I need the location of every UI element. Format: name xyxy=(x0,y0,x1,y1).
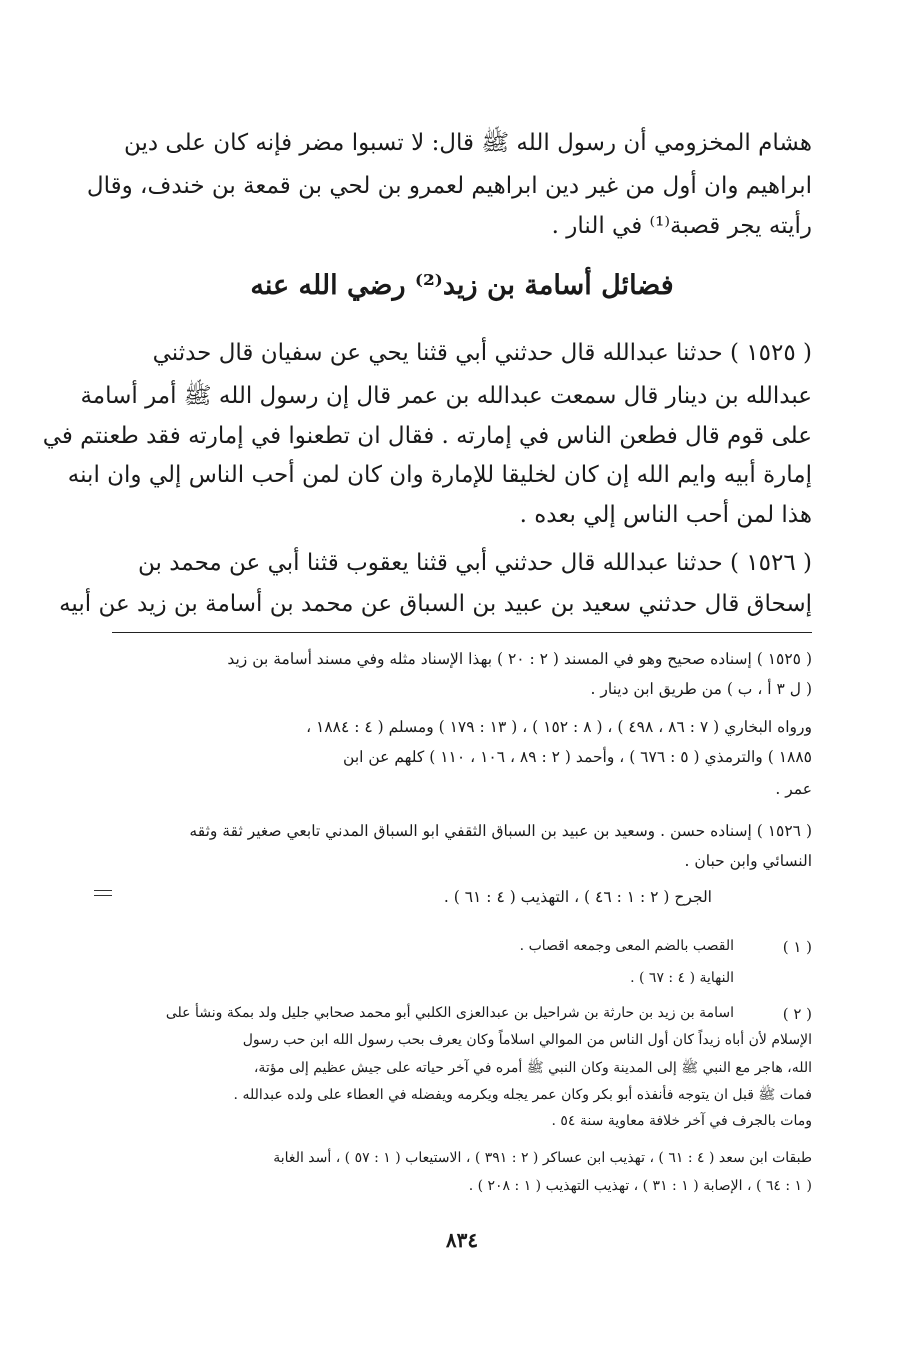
note-1526b-line: الجرح ( ٢ : ١ : ٤٦ ) ، التهذيب ( ٤ : ٦١ ) . xyxy=(443,888,712,906)
hadith-1526-line-2: إسحاق قال حدثني سعيد بن عبيد بن السباق عن محمد بن أسامة بن زيد عن أبيه xyxy=(59,591,812,617)
hadith-1525-line-4: إمارة أبيه وايم الله إن كان لخليقا للإمارة وان كان لمن أحب الناس إلي وان ابنه xyxy=(67,462,812,488)
note-1525b-line-1: ورواه البخاري ( ٧ : ٨٦ ، ٤٩٨ ) ، ( ٨ : ١٥٢ ) ، ( ١٣ : ١٧٩ ) ومسلم ( ٤ : ١٨٨٤ ، xyxy=(306,718,812,736)
hadith-1525-line-3: على قوم قال فطعن الناس في إمارته . فقال ان تطعنوا في إمارته فقد طعنتم في xyxy=(42,423,812,449)
hadith-1525-line-1: ( ١٥٢٥ ) حدثنا عبدالله قال حدثني أبي قثنا يحي عن سفيان قال حدثني xyxy=(152,340,812,366)
footnote-2-line-3: الله، هاجر مع النبي ﷺ إلى المدينة وكان النبي ﷺ أمره في آخر حياته على جيش عظيم إلى مؤتة، xyxy=(253,1060,812,1076)
note-1525-line-1: ( ١٥٢٥ ) إسناده صحيح وهو في المسند ( ٢ : ٢٠ ) بهذا الإسناد مثله وفي مسند أسامة بن زيد xyxy=(227,650,812,668)
page-number: ٨٣٤ xyxy=(445,1228,479,1252)
note-1525b-line-2: ١٨٨٥ ) والترمذي ( ٥ : ٦٧٦ ) ، وأحمد ( ٢ : ٨٩ ، ١٠٦ ، ١١٠ ) كلهم عن ابن xyxy=(343,748,812,766)
hadith-1526-line-1: ( ١٥٢٦ ) حدثنا عبدالله قال حدثني أبي قثنا يعقوب قثنا أبي عن محمد بن xyxy=(137,550,812,576)
note-1525-line-2: ( ل ٣ أ ، ب ) من طريق ابن دينار . xyxy=(590,680,812,698)
intro-line-1: هشام المخزومي أن رسول الله ﷺ قال: لا تسبوا مضر فإنه كان على دين xyxy=(123,130,812,156)
intro-line-3: رأيته يجر قصبة⁽¹⁾ في النار . xyxy=(551,213,812,239)
hadith-1525-line-2: عبدالله بن دينار قال سمعت عبدالله بن عمر قال إن رسول الله ﷺ أمر أسامة xyxy=(80,383,812,409)
footnote-1-line-1: القصب بالضم المعى وجمعه اقصاب . xyxy=(519,938,734,954)
footnote-2-line-4: فمات ﷺ قبل ان يتوجه فأنفذه أبو بكر وكان عمر يجله ويكرمه ويفضله في العطاء على ولده عبدالله . xyxy=(233,1087,812,1103)
footnote-2-line-5: ومات بالجرف في آخر خلافة معاوية سنة ٥٤ . xyxy=(551,1113,812,1129)
footnote-2-line-1: اسامة بن زيد بن حارثة بن شراحيل بن عبدالعزى الكلبي أبو محمد صحابي جليل ولد بمكة ونشأ على xyxy=(165,1005,734,1021)
note-1525b-line-3: عمر . xyxy=(775,780,812,798)
footnote-1-line-2: النهاية ( ٤ : ٦٧ ) . xyxy=(630,970,734,986)
footnote-2-marker: ( ٢ ) xyxy=(782,1005,812,1023)
intro-line-2: ابراهيم وان أول من غير دين ابراهيم لعمرو بن لحي بن قمعة بن خندف، وقال xyxy=(86,173,812,199)
hadith-1525-line-5: هذا لمن أحب الناس إلي بعده . xyxy=(519,502,812,528)
footnote-separator xyxy=(112,632,812,633)
footnote-1-marker: ( ١ ) xyxy=(782,938,812,956)
section-heading: فضائل أسامة بن زيد⁽²⁾ رضي الله عنه xyxy=(250,270,674,301)
footnote-2-line-2: الإسلام لأن أباه زيداً كان أول الناس من الموالي اسلاماً وكان يعرف بحب رسول الله ابن حب رسول xyxy=(242,1032,812,1048)
footnote-2-refs-line-2: ( ١ : ٦٤ ) ، الإصابة ( ١ : ٣١ ) ، تهذيب التهذيب ( ١ : ٢٠٨ ) . xyxy=(468,1178,812,1194)
margin-equals-mark xyxy=(94,890,112,900)
note-1526-line-1: ( ١٥٢٦ ) إسناده حسن . وسعيد بن عبيد بن السباق الثقفي ابو السباق المدني تابعي صغير ثقة وثقه xyxy=(189,822,812,840)
note-1526-line-2: النسائي وابن حبان . xyxy=(684,852,812,870)
footnote-2-refs-line-1: طبقات ابن سعد ( ٤ : ٦١ ) ، تهذيب ابن عساكر ( ٢ : ٣٩١ ) ، الاستيعاب ( ١ : ٥٧ ) ، أسد الغابة xyxy=(273,1150,812,1166)
